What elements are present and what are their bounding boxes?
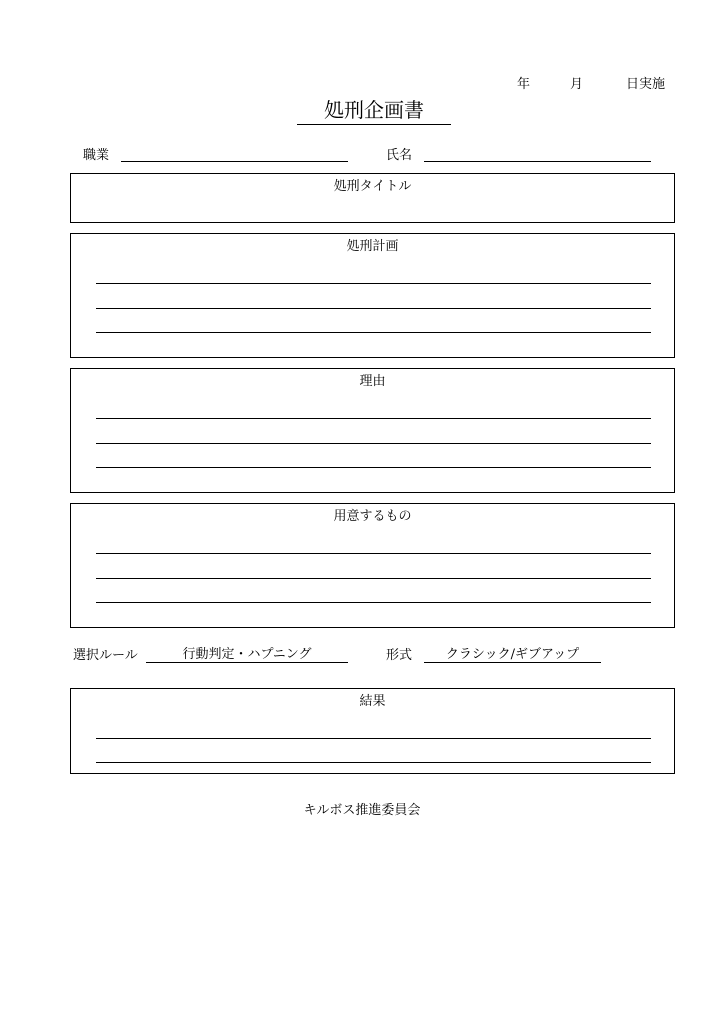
date-month-label: 月 (570, 77, 584, 92)
format-label: 形式 (386, 648, 413, 663)
execution-title-box[interactable] (70, 173, 675, 223)
date-day-label: 日実施 (626, 77, 666, 92)
name-label: 氏名 (386, 148, 413, 163)
items-to-prepare-line[interactable] (96, 578, 651, 579)
execution-plan-line[interactable] (96, 283, 651, 284)
date-row (0, 73, 724, 92)
reason-line[interactable] (96, 467, 651, 468)
rule-label: 選択ルール (73, 648, 138, 663)
reason-box (70, 368, 675, 493)
result-heading: 結果 (359, 694, 386, 709)
reason-line[interactable] (96, 418, 651, 419)
result-line[interactable] (96, 738, 651, 739)
items-to-prepare-line[interactable] (96, 602, 651, 603)
result-box (70, 688, 675, 774)
format-value: クラシック/ギブアップ (445, 647, 580, 662)
items-to-prepare-heading: 用意するもの (333, 509, 412, 524)
reason-line[interactable] (96, 443, 651, 444)
reason-heading: 理由 (359, 374, 386, 389)
occupation-field[interactable] (121, 161, 348, 162)
items-to-prepare-line[interactable] (96, 553, 651, 554)
rule-value: 行動判定・ハプニング (182, 647, 312, 662)
footer-organization: キルボス推進委員会 (303, 803, 421, 818)
execution-title-heading: 処刑タイトル (333, 179, 412, 194)
execution-plan-box (70, 233, 675, 358)
execution-plan-heading: 処刑計画 (346, 239, 399, 254)
name-field[interactable] (424, 161, 651, 162)
items-to-prepare-box (70, 503, 675, 628)
page-title: 処刑企画書 (297, 98, 451, 125)
execution-plan-line[interactable] (96, 308, 651, 309)
result-line[interactable] (96, 762, 651, 763)
date-year-label: 年 (517, 77, 531, 92)
occupation-label: 職業 (83, 148, 110, 163)
execution-plan-line[interactable] (96, 332, 651, 333)
